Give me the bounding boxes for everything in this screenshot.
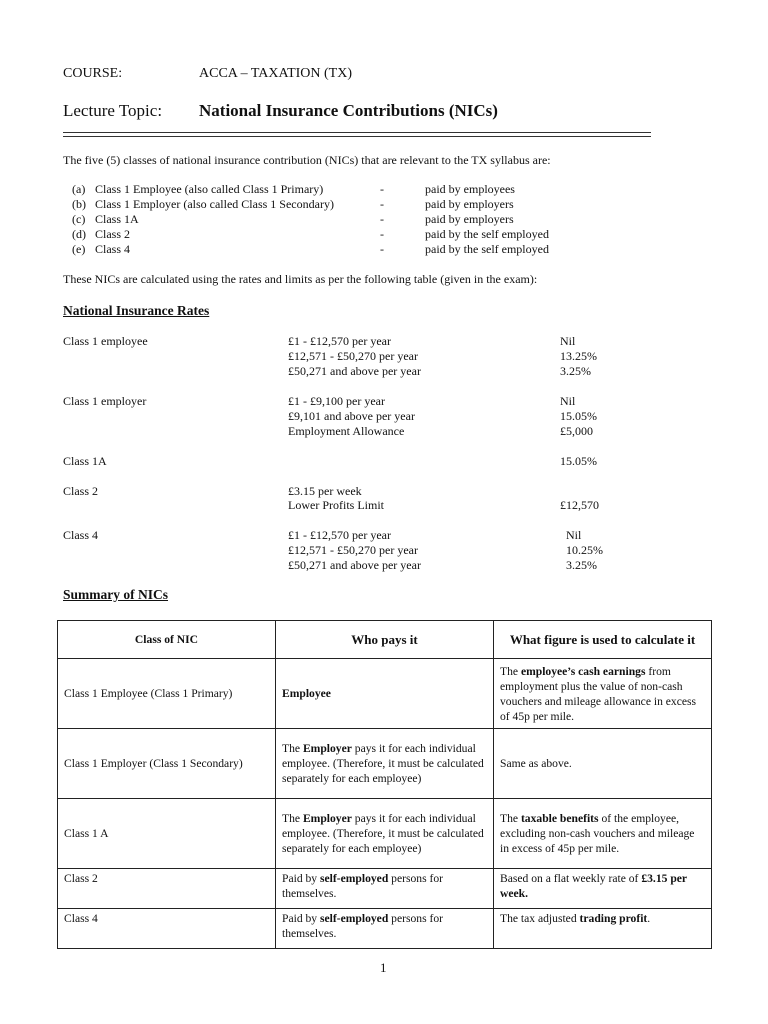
bold-text: self-employed bbox=[320, 872, 389, 885]
rates-intro-text: These NICs are calculated using the rates and limits as per the following table (given in the exam): bbox=[63, 272, 538, 286]
cell-figure bbox=[494, 799, 712, 869]
text: Paid by bbox=[282, 912, 321, 925]
page-number: 1 bbox=[380, 960, 387, 975]
header-divider-bottom bbox=[63, 136, 651, 137]
rates-band: £9,101 and above per year bbox=[288, 409, 415, 423]
rates-band: Employment Allowance bbox=[288, 424, 405, 438]
bold-text: self-employed bbox=[320, 912, 389, 925]
rates-band: £3.15 per week bbox=[288, 484, 362, 498]
rates-class-label: Class 4 bbox=[63, 528, 99, 542]
rates-band: £50,271 and above per year bbox=[288, 558, 421, 572]
rates-rate: £12,570 bbox=[560, 498, 599, 512]
class-name: Class 4 bbox=[95, 242, 131, 256]
table-row bbox=[58, 799, 712, 869]
cell-who bbox=[276, 659, 494, 729]
table-row bbox=[58, 729, 712, 799]
col-header-who: Who pays it bbox=[276, 621, 494, 659]
cell-who bbox=[276, 799, 494, 869]
cell-class: Class 1 A bbox=[58, 799, 276, 869]
class-dash: - bbox=[380, 212, 384, 226]
cell-class: Class 1 Employee (Class 1 Primary) bbox=[58, 659, 276, 729]
class-payer: paid by employees bbox=[425, 182, 515, 196]
table-row bbox=[58, 869, 712, 909]
class-letter: (e) bbox=[72, 242, 86, 256]
class-letter: (c) bbox=[72, 212, 86, 226]
bold-text: trading profit bbox=[579, 912, 648, 925]
class-name: Class 1 Employee (also called Class 1 Primary) bbox=[95, 182, 324, 196]
rates-band: £1 - £9,100 per year bbox=[288, 394, 385, 408]
cell-figure bbox=[494, 909, 712, 949]
rates-rate: £5,000 bbox=[560, 424, 593, 438]
summary-heading: Summary of NICs bbox=[63, 587, 169, 602]
class-payer: paid by employers bbox=[425, 212, 514, 226]
rates-band: £12,571 - £50,270 per year bbox=[288, 349, 418, 363]
table-row bbox=[58, 659, 712, 729]
summary-header-row bbox=[58, 621, 712, 659]
bold-text: Employer bbox=[302, 742, 352, 755]
cell-who bbox=[276, 729, 494, 799]
header-divider-top bbox=[63, 132, 651, 133]
col-header-figure: What figure is used to calculate it bbox=[494, 621, 712, 659]
bold-text: taxable benefits bbox=[520, 812, 599, 825]
topic-title: National Insurance Contributions (NICs) bbox=[199, 101, 498, 120]
bold-text: Employee bbox=[282, 687, 331, 700]
summary-table bbox=[57, 620, 712, 949]
rates-rate: 3.25% bbox=[560, 364, 591, 378]
class-name: Class 2 bbox=[95, 227, 131, 241]
rates-class-label: Class 1 employer bbox=[63, 394, 147, 408]
text: persons for themselves. bbox=[282, 912, 444, 940]
cell-figure bbox=[494, 869, 712, 909]
text: pays it for each individual employee. (Therefore, it must be calculated separately for each employee) bbox=[282, 742, 484, 785]
topic-label: Lecture Topic: bbox=[63, 101, 163, 120]
text: The bbox=[500, 812, 521, 825]
class-dash: - bbox=[380, 242, 384, 256]
rates-band: £50,271 and above per year bbox=[288, 364, 421, 378]
rates-rate: Nil bbox=[560, 394, 576, 408]
col-header-class: Class of NIC bbox=[58, 621, 276, 659]
rates-heading: National Insurance Rates bbox=[63, 303, 210, 318]
text: The bbox=[500, 664, 521, 678]
text: persons for themselves. bbox=[282, 872, 444, 900]
bold-text: Employer bbox=[302, 812, 352, 825]
rates-rate: 15.05% bbox=[560, 409, 597, 423]
cell-figure bbox=[494, 659, 712, 729]
text: of the employee, excluding non-cash vouchers and mileage in excess of 45p per mile. bbox=[500, 812, 695, 855]
rates-class-label: Class 1 employee bbox=[63, 334, 148, 348]
class-name: Class 1A bbox=[95, 212, 139, 226]
cell-class: Class 1 Employer (Class 1 Secondary) bbox=[58, 729, 276, 799]
text: from employment plus the value of non-cash vouchers and mileage allowance in excess of 45p per mile. bbox=[500, 664, 697, 723]
course-label: COURSE: bbox=[63, 66, 123, 81]
text: The bbox=[282, 812, 303, 825]
rates-rate: 15.05% bbox=[560, 454, 597, 468]
text: The bbox=[282, 742, 303, 755]
intro-text: The five (5) classes of national insurance contribution (NICs) that are relevant to the TX syllabus are: bbox=[63, 153, 551, 167]
cell-figure: Same as above. bbox=[494, 729, 712, 799]
rates-band: Lower Profits Limit bbox=[288, 498, 384, 512]
text: . bbox=[647, 912, 651, 925]
text: Based on a flat weekly rate of bbox=[500, 872, 642, 885]
class-letter: (b) bbox=[72, 197, 86, 211]
cell-class: Class 2 bbox=[58, 869, 276, 909]
cell-who bbox=[276, 909, 494, 949]
class-payer: paid by the self employed bbox=[425, 242, 549, 256]
rates-rate: Nil bbox=[560, 334, 576, 348]
text: pays it for each individual employee. (Therefore, it must be calculated separately for each employee) bbox=[282, 812, 484, 855]
text: Paid by bbox=[282, 872, 321, 885]
rates-rate: 13.25% bbox=[560, 349, 597, 363]
class-letter: (d) bbox=[72, 227, 86, 241]
class-payer: paid by the self employed bbox=[425, 227, 549, 241]
cell-who bbox=[276, 869, 494, 909]
bold-text: employee’s cash earnings bbox=[520, 664, 646, 678]
course-value: ACCA – TAXATION (TX) bbox=[199, 66, 353, 81]
rates-class-label: Class 2 bbox=[63, 484, 99, 498]
class-dash: - bbox=[380, 197, 384, 211]
text: The tax adjusted bbox=[500, 912, 580, 925]
rates-band: £1 - £12,570 per year bbox=[288, 334, 391, 348]
rates-class-label: Class 1A bbox=[63, 454, 107, 468]
table-row bbox=[58, 909, 712, 949]
bold-text: £3.15 per week. bbox=[500, 872, 687, 900]
class-name: Class 1 Employer (also called Class 1 Secondary) bbox=[95, 197, 334, 211]
rates-rate: Nil bbox=[566, 528, 582, 542]
class-dash: - bbox=[380, 227, 384, 241]
class-dash: - bbox=[380, 182, 384, 196]
rates-rate: 10.25% bbox=[566, 543, 603, 557]
rates-band: £1 - £12,570 per year bbox=[288, 528, 391, 542]
class-letter: (a) bbox=[72, 182, 86, 196]
class-payer: paid by employers bbox=[425, 197, 514, 211]
rates-band: £12,571 - £50,270 per year bbox=[288, 543, 418, 557]
rates-rate: 3.25% bbox=[566, 558, 597, 572]
cell-class: Class 4 bbox=[58, 909, 276, 949]
